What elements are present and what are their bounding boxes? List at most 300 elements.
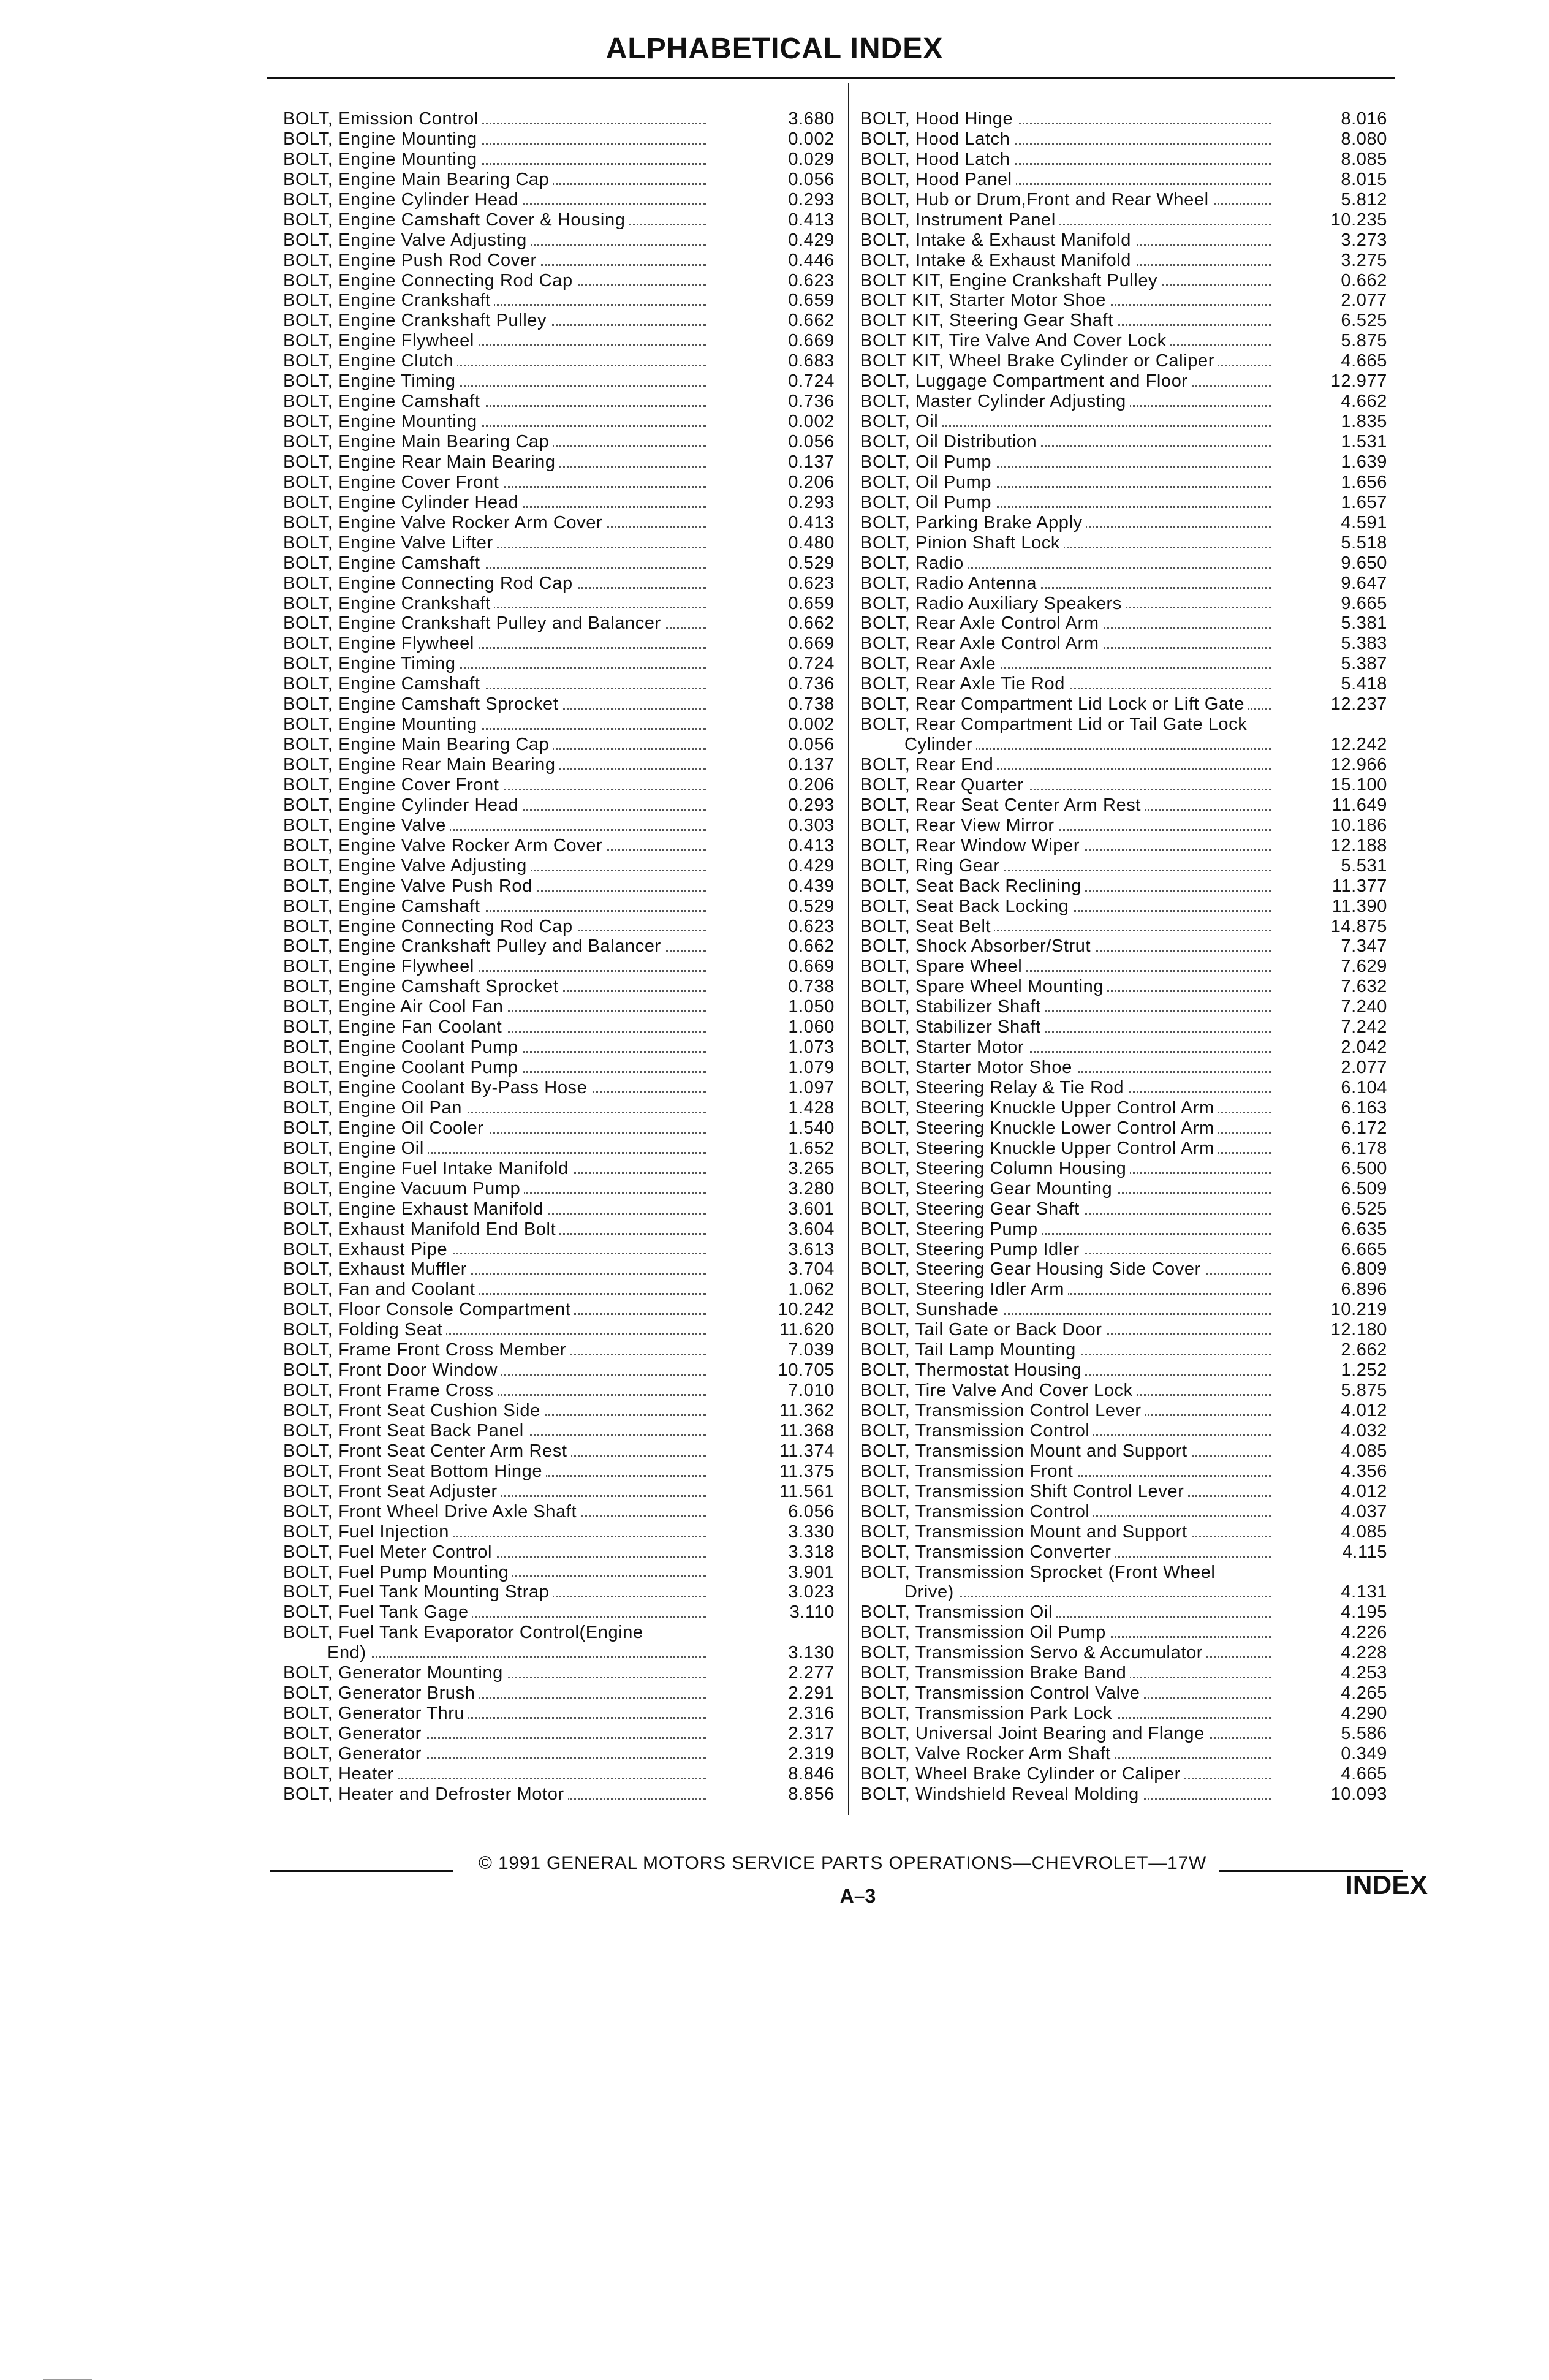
entry-page-number: 6.509 — [1341, 1178, 1387, 1199]
index-entry — [283, 1623, 835, 1643]
entry-page-number: 2.042 — [1341, 1037, 1387, 1058]
entry-page-number: 4.356 — [1341, 1461, 1387, 1481]
entry-page-number: 1.062 — [788, 1279, 835, 1300]
footer-copyright: © 1991 GENERAL MOTORS SERVICE PARTS OPERATIONS—CHEVROLET—17W — [466, 1853, 1219, 1874]
entry-name: BOLT, Engine Camshaft Sprocket — [283, 977, 562, 996]
entry-page-number: 3.318 — [788, 1542, 835, 1562]
entry-name-box — [860, 432, 1271, 452]
entry-name-box — [283, 1017, 706, 1037]
entry-name: BOLT, Rear Quarter — [860, 775, 1028, 795]
entry-name-box — [283, 129, 706, 150]
entry-page-number: 4.226 — [1341, 1623, 1387, 1643]
index-entry — [283, 775, 835, 795]
entry-page-number: 0.669 — [788, 957, 835, 977]
entry-name: BOLT, Oil — [860, 412, 942, 431]
entry-name-box — [860, 613, 1271, 634]
entry-page-number: 3.704 — [788, 1259, 835, 1279]
entry-page-number: 0.623 — [788, 270, 835, 290]
entry-name: BOLT, Exhaust Manifold End Bolt — [283, 1219, 559, 1239]
index-entry — [283, 1764, 835, 1784]
entry-page-number: 1.835 — [1341, 412, 1387, 432]
entry-name: BOLT, Oil Distribution — [860, 432, 1040, 452]
entry-name-box — [860, 493, 1271, 513]
index-entry — [283, 1219, 835, 1240]
entry-name: BOLT, Engine Valve Lifter — [283, 533, 497, 553]
entry-page-number: 6.172 — [1341, 1118, 1387, 1138]
entry-page-number: 7.629 — [1341, 957, 1387, 977]
entry-page-number: 2.277 — [788, 1663, 835, 1683]
entry-name-box — [860, 1724, 1271, 1744]
entry-page-number: 11.374 — [779, 1441, 835, 1461]
entry-name-box — [860, 936, 1271, 957]
index-entry — [860, 513, 1387, 533]
index-entry — [860, 1098, 1387, 1118]
index-entry — [283, 1461, 835, 1482]
index-entry — [860, 1118, 1387, 1139]
entry-name-box — [283, 674, 706, 694]
index-entry — [860, 1724, 1387, 1744]
index-entry — [860, 694, 1387, 714]
section-label: INDEX — [1345, 1870, 1428, 1900]
entry-page-number: 2.316 — [788, 1704, 835, 1724]
entry-name-box — [860, 997, 1271, 1017]
entry-page-number: 3.275 — [1341, 250, 1387, 270]
entry-name: BOLT, Hood Hinge — [860, 109, 1017, 129]
entry-name: BOLT, Stabilizer Shaft — [860, 997, 1045, 1017]
entry-page-number: 0.413 — [788, 512, 835, 532]
index-entry — [283, 1784, 835, 1805]
index-entry — [283, 1199, 835, 1219]
index-entry — [860, 654, 1387, 674]
entry-name-box — [283, 594, 706, 614]
index-entry — [283, 917, 835, 937]
entry-name: BOLT KIT, Engine Crankshaft Pulley — [860, 271, 1161, 290]
entry-name: BOLT, Intake & Exhaust Manifold — [860, 230, 1135, 250]
entry-name: BOLT, Engine Connecting Rod Cap — [283, 271, 577, 290]
entry-page-number: 9.650 — [1341, 553, 1387, 573]
entry-name-box — [860, 634, 1271, 654]
entry-name-box — [860, 1279, 1271, 1300]
entry-name-box — [283, 1320, 706, 1340]
entry-page-number: 10.186 — [1330, 815, 1387, 835]
index-entry — [860, 1037, 1387, 1058]
index-entry — [860, 412, 1387, 432]
entry-page-number: 15.100 — [1330, 775, 1387, 795]
entry-name: BOLT, Starter Motor Shoe — [860, 1058, 1076, 1077]
entry-name-box — [283, 1784, 706, 1805]
entry-name-box — [283, 1199, 706, 1219]
index-entry — [860, 170, 1387, 190]
entry-name-box — [283, 1764, 706, 1784]
index-entry — [283, 392, 835, 412]
index-entry — [860, 613, 1387, 634]
entry-name-box — [860, 856, 1271, 876]
entry-name-box — [860, 795, 1271, 816]
entry-name: BOLT, Engine Main Bearing Cap — [283, 735, 553, 754]
entry-name-box — [283, 251, 706, 271]
index-entry — [860, 1159, 1387, 1179]
entry-page-number: 10.242 — [778, 1300, 835, 1320]
index-entry — [283, 1704, 835, 1724]
index-entry — [283, 694, 835, 714]
index-entry — [283, 1300, 835, 1320]
entry-name: BOLT, Engine Valve Adjusting — [283, 856, 531, 876]
entry-name-box — [860, 533, 1271, 553]
index-entry — [283, 311, 835, 331]
entry-name: BOLT, Generator Brush — [283, 1683, 479, 1703]
entry-name: BOLT, Rear Axle Control Arm — [860, 613, 1103, 633]
entry-name-box — [283, 917, 706, 937]
index-column-right — [860, 109, 1387, 1805]
entry-name-box — [283, 1663, 706, 1683]
index-entry — [860, 1522, 1387, 1542]
entry-page-number: 4.228 — [1341, 1643, 1387, 1663]
entry-name-box — [860, 1623, 1271, 1643]
entry-name-box — [860, 351, 1271, 371]
index-entry — [860, 311, 1387, 331]
entry-page-number: 0.662 — [788, 936, 835, 957]
entry-name-box — [860, 1663, 1271, 1683]
entry-name: BOLT, Engine Vacuum Pump — [283, 1179, 524, 1199]
index-entry — [283, 816, 835, 836]
entry-page-number: 8.015 — [1341, 169, 1387, 189]
index-entry — [860, 129, 1387, 150]
entry-name-box — [283, 190, 706, 210]
entry-name: BOLT, Front Seat Back Panel — [283, 1421, 528, 1441]
entry-name: BOLT, Steering Knuckle Upper Control Arm — [860, 1139, 1218, 1158]
entry-name: BOLT, Exhaust Pipe — [283, 1240, 451, 1259]
entry-page-number: 7.010 — [788, 1381, 835, 1401]
entry-name: End) — [327, 1643, 370, 1662]
index-entry — [283, 210, 835, 230]
entry-name-box — [860, 775, 1271, 795]
entry-name: BOLT, Sunshade — [860, 1300, 1002, 1319]
entry-name-box — [283, 977, 706, 997]
entry-name-box — [860, 129, 1271, 150]
entry-name: BOLT, Front Seat Center Arm Rest — [283, 1441, 571, 1461]
entry-page-number: 6.635 — [1341, 1219, 1387, 1239]
entry-name-box — [860, 654, 1271, 674]
index-entry — [283, 1139, 835, 1159]
entry-page-number: 1.656 — [1341, 472, 1387, 492]
entry-page-number: 6.896 — [1341, 1279, 1387, 1300]
entry-name-box — [860, 230, 1271, 251]
entry-page-number: 1.079 — [788, 1058, 835, 1078]
entry-name-box — [860, 1441, 1271, 1461]
entry-page-number: 0.002 — [788, 129, 835, 149]
entry-name: BOLT, Engine Crankshaft Pulley and Balancer — [283, 936, 665, 956]
entry-name: BOLT, Wheel Brake Cylinder or Caliper — [860, 1764, 1184, 1784]
entry-page-number: 0.056 — [788, 432, 835, 452]
index-entry — [860, 1602, 1387, 1623]
entry-page-number: 0.736 — [788, 674, 835, 694]
index-entry — [283, 1240, 835, 1260]
entry-name-box — [283, 392, 706, 412]
entry-name-box — [283, 735, 706, 755]
index-entry — [283, 1421, 835, 1441]
entry-name: BOLT, Rear End — [860, 755, 997, 775]
entry-name: BOLT, Steering Knuckle Lower Control Arm — [860, 1118, 1218, 1138]
entry-name: BOLT, Engine Rear Main Bearing — [283, 755, 559, 775]
index-entry — [860, 876, 1387, 896]
entry-name-box — [283, 957, 706, 977]
entry-name: BOLT, Thermostat Housing — [860, 1360, 1085, 1380]
entry-name: BOLT, Engine Flywheel — [283, 634, 478, 653]
entry-name: BOLT, Heater — [283, 1764, 398, 1784]
index-entry — [860, 472, 1387, 493]
index-entry — [860, 432, 1387, 452]
entry-name-box — [860, 190, 1271, 210]
entry-name-box — [283, 371, 706, 392]
entry-name-box — [283, 1179, 706, 1199]
entry-page-number: 4.665 — [1341, 1764, 1387, 1784]
index-entry — [860, 1017, 1387, 1037]
index-entry — [860, 1199, 1387, 1219]
entry-name-box — [860, 1482, 1271, 1502]
entry-name-box — [283, 1542, 706, 1563]
entry-name: BOLT, Rear View Mirror — [860, 816, 1058, 835]
entry-name-box — [283, 1421, 706, 1441]
index-entry — [860, 251, 1387, 271]
entry-name-box — [860, 513, 1271, 533]
entry-page-number: 11.362 — [779, 1401, 835, 1420]
index-entry — [860, 836, 1387, 856]
index-entry — [283, 957, 835, 977]
entry-name-box — [283, 654, 706, 674]
entry-page-number: 9.647 — [1341, 573, 1387, 593]
entry-name: BOLT, Engine Crankshaft — [283, 290, 494, 310]
entry-name-box — [860, 714, 1271, 735]
entry-name-box — [283, 1259, 706, 1279]
entry-name-box — [283, 876, 706, 896]
entry-name-box — [283, 1602, 706, 1623]
index-entry — [283, 351, 835, 371]
entry-page-number: 0.056 — [788, 735, 835, 755]
entry-name: BOLT, Fuel Pump Mounting — [283, 1563, 512, 1582]
entry-page-number: 0.529 — [788, 553, 835, 573]
entry-page-number: 1.097 — [788, 1078, 835, 1097]
entry-page-number: 11.620 — [779, 1320, 835, 1340]
entry-name: BOLT, Transmission Control — [860, 1502, 1093, 1522]
entry-page-number: 0.738 — [788, 694, 835, 714]
entry-name: BOLT, Floor Console Compartment — [283, 1300, 574, 1319]
entry-name-box — [860, 412, 1271, 432]
entry-name: BOLT, Shock Absorber/Strut — [860, 936, 1094, 956]
entry-name-box — [283, 513, 706, 533]
entry-name: BOLT, Transmission Park Lock — [860, 1704, 1116, 1723]
index-entry — [283, 452, 835, 472]
entry-name: BOLT, Front Seat Bottom Hinge — [283, 1461, 546, 1481]
entry-name: BOLT, Rear Axle — [860, 654, 999, 673]
entry-name: BOLT, Front Seat Adjuster — [283, 1482, 501, 1501]
index-entry — [860, 1582, 1387, 1602]
index-entry — [860, 290, 1387, 311]
entry-page-number: 7.039 — [788, 1340, 835, 1360]
entry-name-box — [860, 1502, 1271, 1522]
entry-name: BOLT, Transmission Sprocket (Front Wheel — [860, 1563, 1219, 1582]
entry-name: BOLT, Engine Mounting — [283, 150, 481, 169]
entry-name-box — [283, 1340, 706, 1360]
entry-name: BOLT, Engine Coolant Pump — [283, 1058, 522, 1077]
index-entry — [860, 1259, 1387, 1279]
entry-page-number: 4.195 — [1341, 1602, 1387, 1623]
entry-page-number: 6.500 — [1341, 1158, 1387, 1178]
entry-name-box — [860, 1240, 1271, 1260]
index-entry — [860, 1179, 1387, 1199]
entry-name: Cylinder — [904, 735, 976, 754]
index-entry — [283, 412, 835, 432]
index-entry — [860, 1663, 1387, 1683]
entry-name-box — [283, 856, 706, 876]
entry-name-box — [860, 251, 1271, 271]
entry-page-number: 4.265 — [1341, 1683, 1387, 1704]
entry-name-box — [283, 1098, 706, 1118]
entry-name-box — [283, 1704, 706, 1724]
entry-name-box — [860, 1300, 1271, 1320]
index-entry — [283, 1320, 835, 1340]
entry-name: BOLT, Engine Mounting — [283, 412, 481, 431]
index-entry — [283, 290, 835, 311]
entry-name-box — [860, 957, 1271, 977]
entry-page-number: 8.846 — [788, 1764, 835, 1784]
entry-name-box — [283, 1522, 706, 1542]
entry-name: BOLT, Steering Idler Arm — [860, 1279, 1068, 1299]
entry-name-box — [860, 816, 1271, 836]
entry-name-box — [860, 1078, 1271, 1098]
entry-name: BOLT, Rear Axle Control Arm — [860, 634, 1103, 653]
entry-page-number: 10.235 — [1330, 210, 1387, 230]
entry-name: BOLT, Fuel Tank Mounting Strap — [283, 1582, 553, 1602]
index-entry — [283, 1078, 835, 1098]
index-entry — [860, 1764, 1387, 1784]
entry-page-number: 5.875 — [1341, 331, 1387, 351]
entry-name-box — [283, 1159, 706, 1179]
index-entry — [283, 1502, 835, 1522]
entry-name: BOLT, Engine Exhaust Manifold — [283, 1199, 547, 1219]
entry-page-number: 4.037 — [1341, 1501, 1387, 1522]
entry-page-number: 4.665 — [1341, 351, 1387, 371]
entry-name-box — [860, 170, 1271, 190]
entry-name-box — [283, 1401, 706, 1421]
entry-name: BOLT, Hub or Drum,Front and Rear Wheel — [860, 190, 1213, 210]
index-entry — [283, 493, 835, 513]
entry-name: BOLT, Transmission Brake Band — [860, 1663, 1130, 1683]
entry-name: BOLT, Pinion Shaft Lock — [860, 533, 1064, 553]
entry-page-number: 4.085 — [1341, 1522, 1387, 1542]
entry-name: BOLT, Seat Belt — [860, 917, 994, 936]
entry-page-number: 12.237 — [1330, 694, 1387, 714]
column-divider — [848, 83, 849, 1815]
entry-name-box — [283, 613, 706, 634]
entry-name: BOLT, Engine Main Bearing Cap — [283, 170, 553, 189]
index-entry — [860, 1441, 1387, 1461]
entry-name: BOLT, Seat Back Reclining — [860, 876, 1085, 896]
entry-page-number: 7.632 — [1341, 977, 1387, 997]
entry-name: BOLT, Rear Compartment Lid or Tail Gate Lock — [860, 714, 1251, 734]
entry-page-number: 1.428 — [788, 1097, 835, 1118]
entry-name: BOLT, Engine Connecting Rod Cap — [283, 917, 577, 936]
entry-page-number: 3.613 — [788, 1239, 835, 1259]
index-entry — [283, 1643, 835, 1663]
index-entry — [860, 917, 1387, 937]
entry-name-box — [860, 290, 1271, 311]
index-entry — [860, 1563, 1387, 1583]
index-entry — [860, 816, 1387, 836]
index-entry — [283, 1683, 835, 1704]
entry-page-number: 4.131 — [1341, 1582, 1387, 1602]
entry-name-box — [860, 1744, 1271, 1764]
entry-name: BOLT, Steering Gear Shaft — [860, 1199, 1083, 1219]
entry-name-box — [283, 553, 706, 574]
entry-page-number: 5.418 — [1341, 674, 1387, 694]
index-entry — [860, 190, 1387, 210]
entry-name-box — [860, 331, 1271, 351]
index-entry — [283, 1522, 835, 1542]
entry-name-box — [283, 1582, 706, 1602]
entry-name-box — [860, 1259, 1271, 1279]
entry-page-number: 0.002 — [788, 412, 835, 432]
entry-name: BOLT, Generator — [283, 1724, 425, 1743]
entry-name-box — [283, 1300, 706, 1320]
entry-name: BOLT, Stabilizer Shaft — [860, 1017, 1045, 1037]
index-entry — [860, 1058, 1387, 1078]
entry-page-number: 2.077 — [1341, 1058, 1387, 1078]
entry-name: BOLT, Hood Panel — [860, 170, 1016, 189]
entry-name: BOLT, Transmission Servo & Accumulator — [860, 1643, 1206, 1662]
dot-leader — [327, 1656, 706, 1658]
index-entry — [283, 1542, 835, 1563]
entry-page-number: 6.665 — [1341, 1239, 1387, 1259]
entry-page-number: 12.242 — [1330, 735, 1387, 755]
entry-name: BOLT, Engine Camshaft — [283, 896, 484, 916]
entry-page-number: 5.381 — [1341, 613, 1387, 634]
entry-page-number: 3.601 — [788, 1199, 835, 1219]
entry-name-box — [860, 1683, 1271, 1704]
entry-name-box — [283, 290, 706, 311]
entry-name-box — [283, 795, 706, 816]
index-entry — [283, 1482, 835, 1502]
entry-page-number: 3.280 — [788, 1178, 835, 1199]
entry-name-box — [860, 1421, 1271, 1441]
entry-name-box — [860, 876, 1271, 896]
index-entry — [860, 1744, 1387, 1764]
entry-page-number: 1.060 — [788, 1017, 835, 1037]
index-entry — [860, 896, 1387, 917]
entry-name: BOLT, Oil Pump — [860, 452, 995, 472]
entry-page-number: 2.319 — [788, 1743, 835, 1764]
index-entry — [860, 1078, 1387, 1098]
entry-name-box — [283, 230, 706, 251]
entry-name-box — [283, 1279, 706, 1300]
entry-page-number: 1.639 — [1341, 452, 1387, 472]
entry-name-box — [283, 1744, 706, 1764]
entry-name-box — [860, 1563, 1271, 1583]
entry-name-box — [283, 1502, 706, 1522]
entry-page-number: 0.669 — [788, 331, 835, 351]
entry-page-number: 3.130 — [788, 1643, 835, 1663]
entry-name-box — [860, 1179, 1271, 1199]
entry-name: BOLT, Steering Gear Mounting — [860, 1179, 1116, 1199]
entry-name: BOLT, Rear Seat Center Arm Rest — [860, 795, 1145, 815]
index-entry — [860, 493, 1387, 513]
index-entry — [860, 1340, 1387, 1360]
entry-name-box — [283, 997, 706, 1017]
entry-name-box — [860, 1037, 1271, 1058]
entry-name-box — [860, 1784, 1271, 1805]
entry-page-number: 7.347 — [1341, 936, 1387, 957]
index-entry — [283, 1259, 835, 1279]
entry-page-number: 4.115 — [1342, 1542, 1387, 1562]
